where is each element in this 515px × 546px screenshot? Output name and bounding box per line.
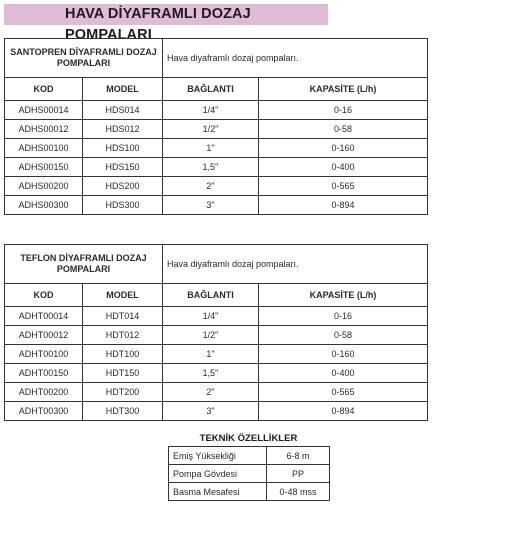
table-row [5,364,428,383]
column-header-model: MODEL [83,78,163,101]
cell-model: HDS300 [83,196,163,215]
teflon-table-title: TEFLON DİYAFRAMLI DOZAJ POMPALARI [5,245,163,284]
cell-model: HDT150 [83,364,163,383]
cell-kod: ADHT00150 [5,364,83,383]
table-row [5,120,428,139]
cell-kod: ADHS00012 [5,120,83,139]
cell-model: HDS200 [83,177,163,196]
cell-kod: ADHT00014 [5,307,83,326]
spec-label: Emiş Yüksekliği [169,447,267,465]
table-header-row [5,78,428,101]
cell-model: HDT300 [83,402,163,421]
spec-value: 6-8 m [267,447,330,465]
table-row [5,402,428,421]
cell-model: HDS012 [83,120,163,139]
cell-baglanti: 1" [163,345,259,364]
cell-baglanti: 1,5'' [163,364,259,383]
table-row [169,447,330,465]
column-header-baglanti: BAĞLANTI [163,284,259,307]
teflon-table-description: Hava diyaframlı dozaj pompaları. [163,245,428,284]
cell-kapasite: 0-565 [259,177,428,196]
cell-baglanti: 1/4" [163,101,259,120]
column-header-baglanti: BAĞLANTI [163,78,259,101]
cell-kapasite: 0-58 [259,120,428,139]
column-header-model: MODEL [83,284,163,307]
column-header-kod: KOD [5,284,83,307]
cell-model: HDT012 [83,326,163,345]
santopren-table [4,38,428,215]
cell-baglanti: 1" [163,139,259,158]
table-row [169,483,330,501]
spec-label: Pompa Gövdesi [169,465,267,483]
table-row [5,307,428,326]
cell-baglanti: 1/2" [163,120,259,139]
cell-baglanti: 2" [163,383,259,402]
spec-value: 0-48 mss [267,483,330,501]
cell-kapasite: 0-58 [259,326,428,345]
table-row [5,345,428,364]
technical-specs-title: TEKNİK ÖZELLİKLER [199,433,298,444]
cell-kapasite: 0-565 [259,383,428,402]
cell-kod: ADHS00100 [5,139,83,158]
cell-kapasite: 0-160 [259,139,428,158]
cell-baglanti: 1/4" [163,307,259,326]
cell-kod: ADHT00200 [5,383,83,402]
table-row [5,383,428,402]
cell-model: HDS100 [83,139,163,158]
cell-model: HDT014 [83,307,163,326]
table-row [5,101,428,120]
cell-kod: ADHT00100 [5,345,83,364]
cell-model: HDT100 [83,345,163,364]
teflon-table [4,244,428,421]
cell-kapasite: 0-16 [259,101,428,120]
santopren-table-title: SANTOPREN DİYAFRAMLI DOZAJ POMPALARI [5,39,163,78]
table-header-row [5,284,428,307]
table-row [5,158,428,177]
column-header-kapasite: KAPASİTE (L/h) [259,284,428,307]
cell-kapasite: 0-400 [259,364,428,383]
column-header-kod: KOD [5,78,83,101]
cell-kapasite: 0-160 [259,345,428,364]
spec-label: Basma Mesafesi [169,483,267,501]
page-title: HAVA DİYAFRAMLI DOZAJ POMPALARI [4,4,328,25]
cell-model: HDS150 [83,158,163,177]
cell-baglanti: 1/2" [163,326,259,345]
cell-kapasite: 0-400 [259,158,428,177]
cell-baglanti: 3" [163,196,259,215]
cell-kod: ADHS00300 [5,196,83,215]
technical-specs-table [168,446,330,501]
cell-kapasite: 0-894 [259,196,428,215]
cell-kod: ADHS00200 [5,177,83,196]
cell-kod: ADHS00014 [5,101,83,120]
table-row [5,326,428,345]
spec-value: PP [267,465,330,483]
cell-kod: ADHT00012 [5,326,83,345]
cell-baglanti: 3" [163,402,259,421]
cell-baglanti: 2" [163,177,259,196]
cell-baglanti: 1,5'' [163,158,259,177]
cell-kod: ADHS00150 [5,158,83,177]
table-row [5,139,428,158]
cell-kod: ADHT00300 [5,402,83,421]
cell-kapasite: 0-894 [259,402,428,421]
table-row [169,465,330,483]
column-header-kapasite: KAPASİTE (L/h) [259,78,428,101]
table-row [5,177,428,196]
santopren-table-description: Hava diyaframlı dozaj pompaları. [163,39,428,78]
table-row [5,196,428,215]
cell-kapasite: 0-16 [259,307,428,326]
cell-model: HDT200 [83,383,163,402]
cell-model: HDS014 [83,101,163,120]
